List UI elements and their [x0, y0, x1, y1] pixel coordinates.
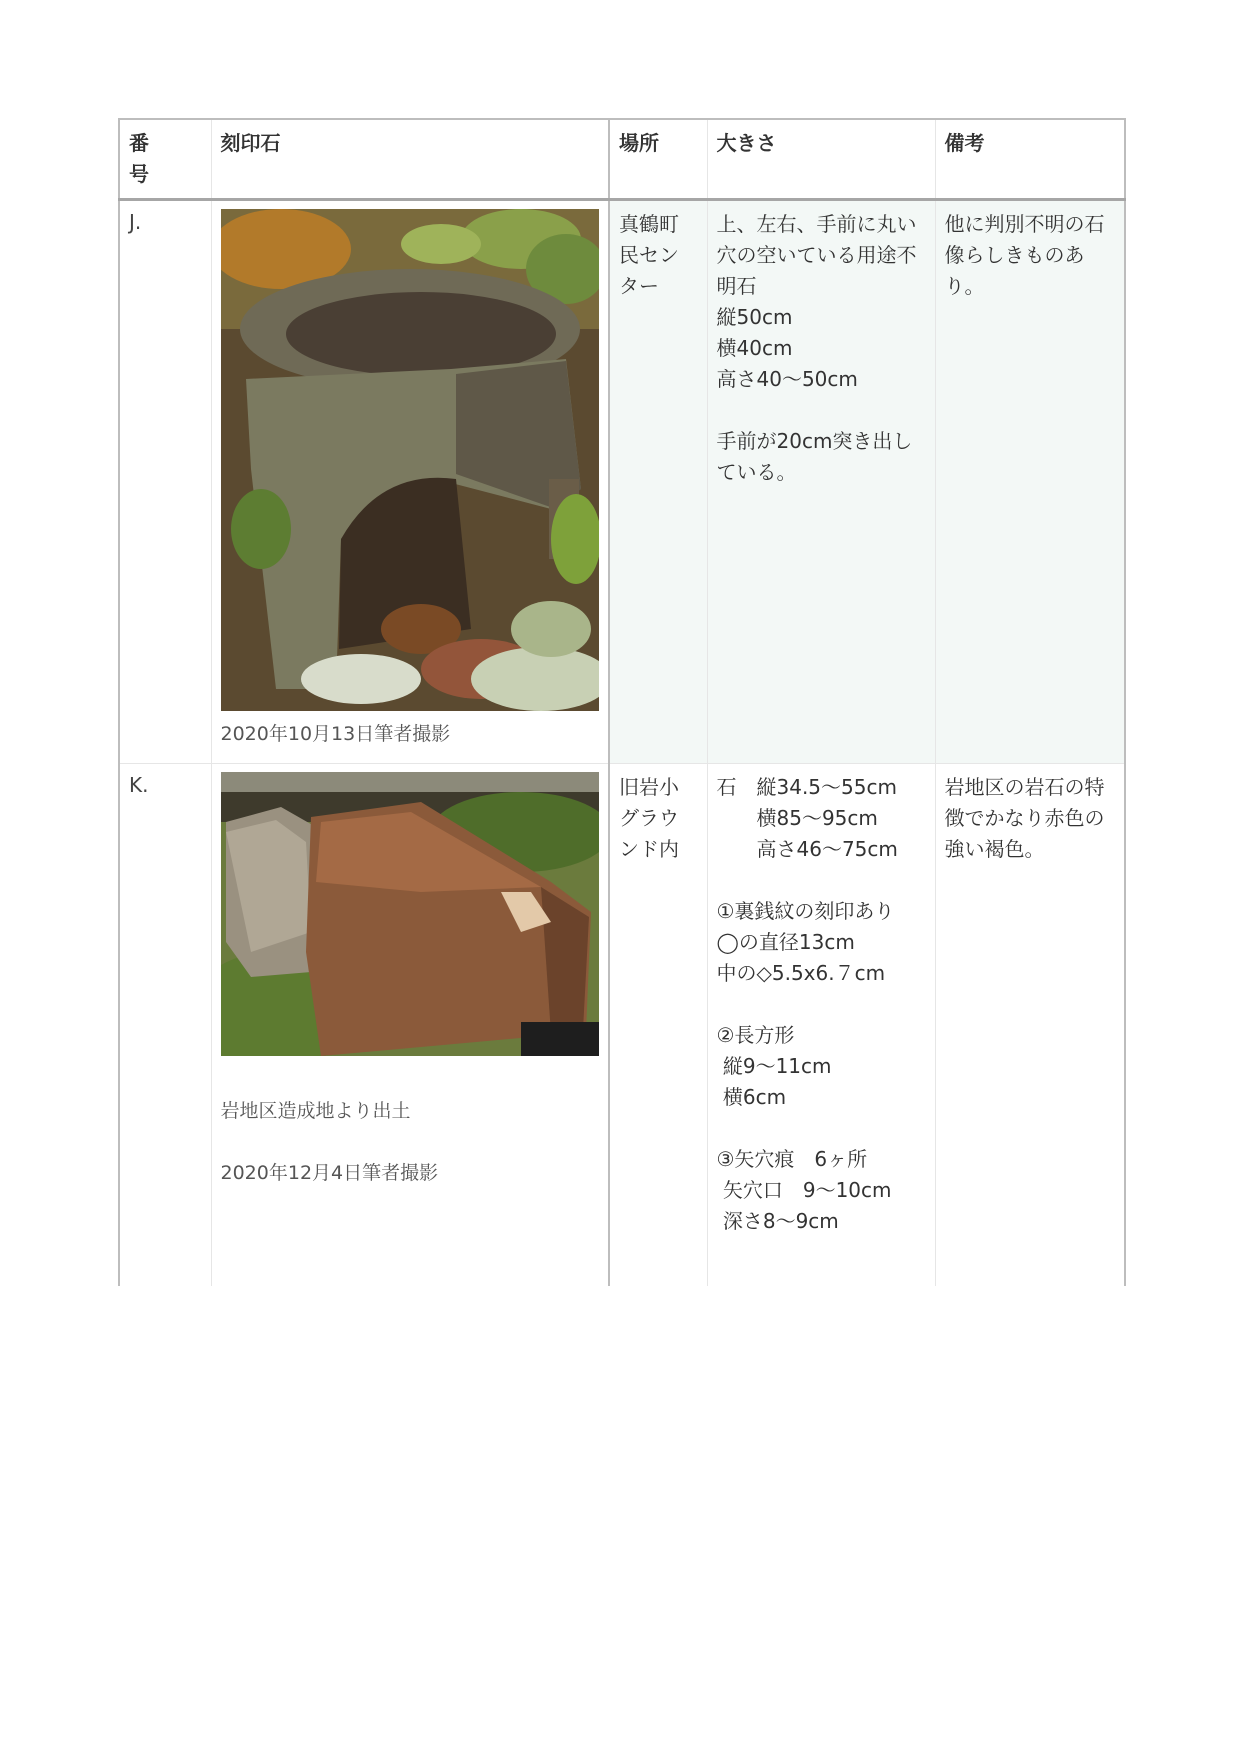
table-header-row — [119, 119, 1125, 200]
header-location: 場所 — [609, 119, 707, 200]
size-cell: 石 縦34.5〜55cm 横85〜95cm 高さ46〜75cm ①裏銭紋の刻印あり ◯の直径13cm 中の◇5.5x6.７cm ②長方形 縦9〜11cm 横6cm ③矢穴痕 6ヶ所 矢穴口 9〜10cm 深さ8〜9cm — [707, 764, 935, 1287]
header-size: 大きさ — [707, 119, 935, 200]
table-row — [119, 200, 1125, 764]
stone-photo-j — [221, 209, 599, 711]
stone-photo-k — [221, 772, 599, 1056]
row-number: J. — [119, 200, 211, 764]
row-number: K. — [119, 764, 211, 1287]
header-number: 番 号 — [119, 119, 211, 200]
photo-caption: 岩地区造成地より出土 — [220, 1100, 411, 1122]
header-remarks: 備考 — [935, 119, 1125, 200]
remarks-cell: 岩地区の岩石の特徴でかなり赤色の強い褐色。 — [935, 764, 1125, 1287]
location-cell: 旧岩小 グラウ ンド内 — [609, 764, 707, 1287]
size-cell: 上、左右、手前に丸い穴の空いている用途不明石 縦50cm 横40cm 高さ40〜50cm 手前が20cm突き出している。 — [707, 200, 935, 764]
photo-caption: 2020年10月13日筆者撮影 — [220, 723, 451, 745]
stone-cell — [211, 764, 609, 1287]
stone-table — [118, 118, 1126, 1286]
table-row — [119, 764, 1125, 1287]
photo-credit: 2020年12月4日筆者撮影 — [220, 1162, 439, 1184]
location-cell: 真鶴町 民セン ター — [609, 200, 707, 764]
remarks-cell: 他に判別不明の石像らしきものあり。 — [935, 200, 1125, 764]
stone-cell — [211, 200, 609, 764]
header-stone: 刻印石 — [211, 119, 609, 200]
